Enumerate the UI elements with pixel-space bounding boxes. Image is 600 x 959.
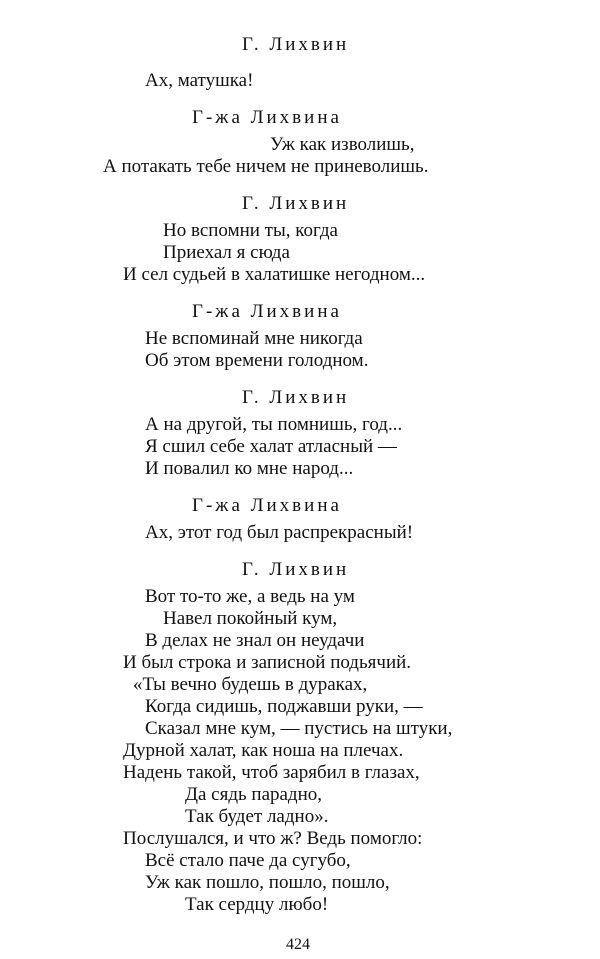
- verse-line: И был строка и записной подьячий.: [123, 652, 412, 673]
- verse-line: А потакать тебе ничем не приневолишь.: [103, 156, 429, 177]
- speaker-name: Г. Лихвин: [242, 559, 350, 580]
- verse-line: Ах, матушка!: [145, 70, 254, 91]
- speaker-name: Г. Лихвин: [242, 387, 350, 408]
- speaker-name: Г. Лихвин: [242, 34, 350, 55]
- verse-line: И повалил ко мне народ...: [145, 458, 354, 479]
- verse-line: Дурной халат, как ноша на плечах.: [123, 740, 404, 761]
- verse-line: Но вспомни ты, когда: [163, 220, 338, 241]
- verse-line: Всё стало паче да сугубо,: [145, 850, 351, 871]
- verse-line: Сказал мне кум, — пустись на штуки,: [145, 718, 453, 739]
- verse-line: Уж как пошло, пошло, пошло,: [145, 872, 390, 893]
- verse-line: Об этом времени голодном.: [145, 350, 369, 371]
- verse-line: И сел судьей в халатишке негодном...: [123, 264, 426, 285]
- verse-line: Так будет ладно».: [185, 806, 329, 827]
- verse-line: Вот то-то же, а ведь на ум: [145, 586, 355, 607]
- verse-line: Я сшил себе халат атласный —: [145, 436, 397, 457]
- verse-line: В делах не знал он неудачи: [145, 630, 365, 651]
- page-number: 424: [286, 936, 310, 953]
- speaker-name: Г-жа Лихвина: [192, 495, 342, 516]
- speaker-name: Г-жа Лихвина: [192, 301, 342, 322]
- verse-line: А на другой, ты помнишь, год...: [145, 414, 403, 435]
- speaker-name: Г-жа Лихвина: [192, 107, 342, 128]
- verse-line: Ах, этот год был распрекрасный!: [145, 522, 414, 543]
- verse-line: Приехал я сюда: [163, 242, 290, 263]
- verse-line: Так сердцу любо!: [185, 894, 329, 915]
- verse-line: Не вспоминай мне никогда: [145, 328, 363, 349]
- speaker-name: Г. Лихвин: [242, 193, 350, 214]
- verse-line: «Ты вечно будешь в дураках,: [133, 674, 368, 695]
- verse-line: Надень такой, чтоб зарябил в глазах,: [123, 762, 420, 783]
- verse-line: Уж как изволишь,: [270, 134, 415, 155]
- verse-line: Когда сидишь, поджавши руки, —: [145, 696, 423, 717]
- verse-line: Послушался, и что ж? Ведь помогло:: [123, 828, 423, 849]
- verse-line: Навел покойный кум,: [163, 608, 338, 629]
- verse-line: Да сядь парадно,: [185, 784, 323, 805]
